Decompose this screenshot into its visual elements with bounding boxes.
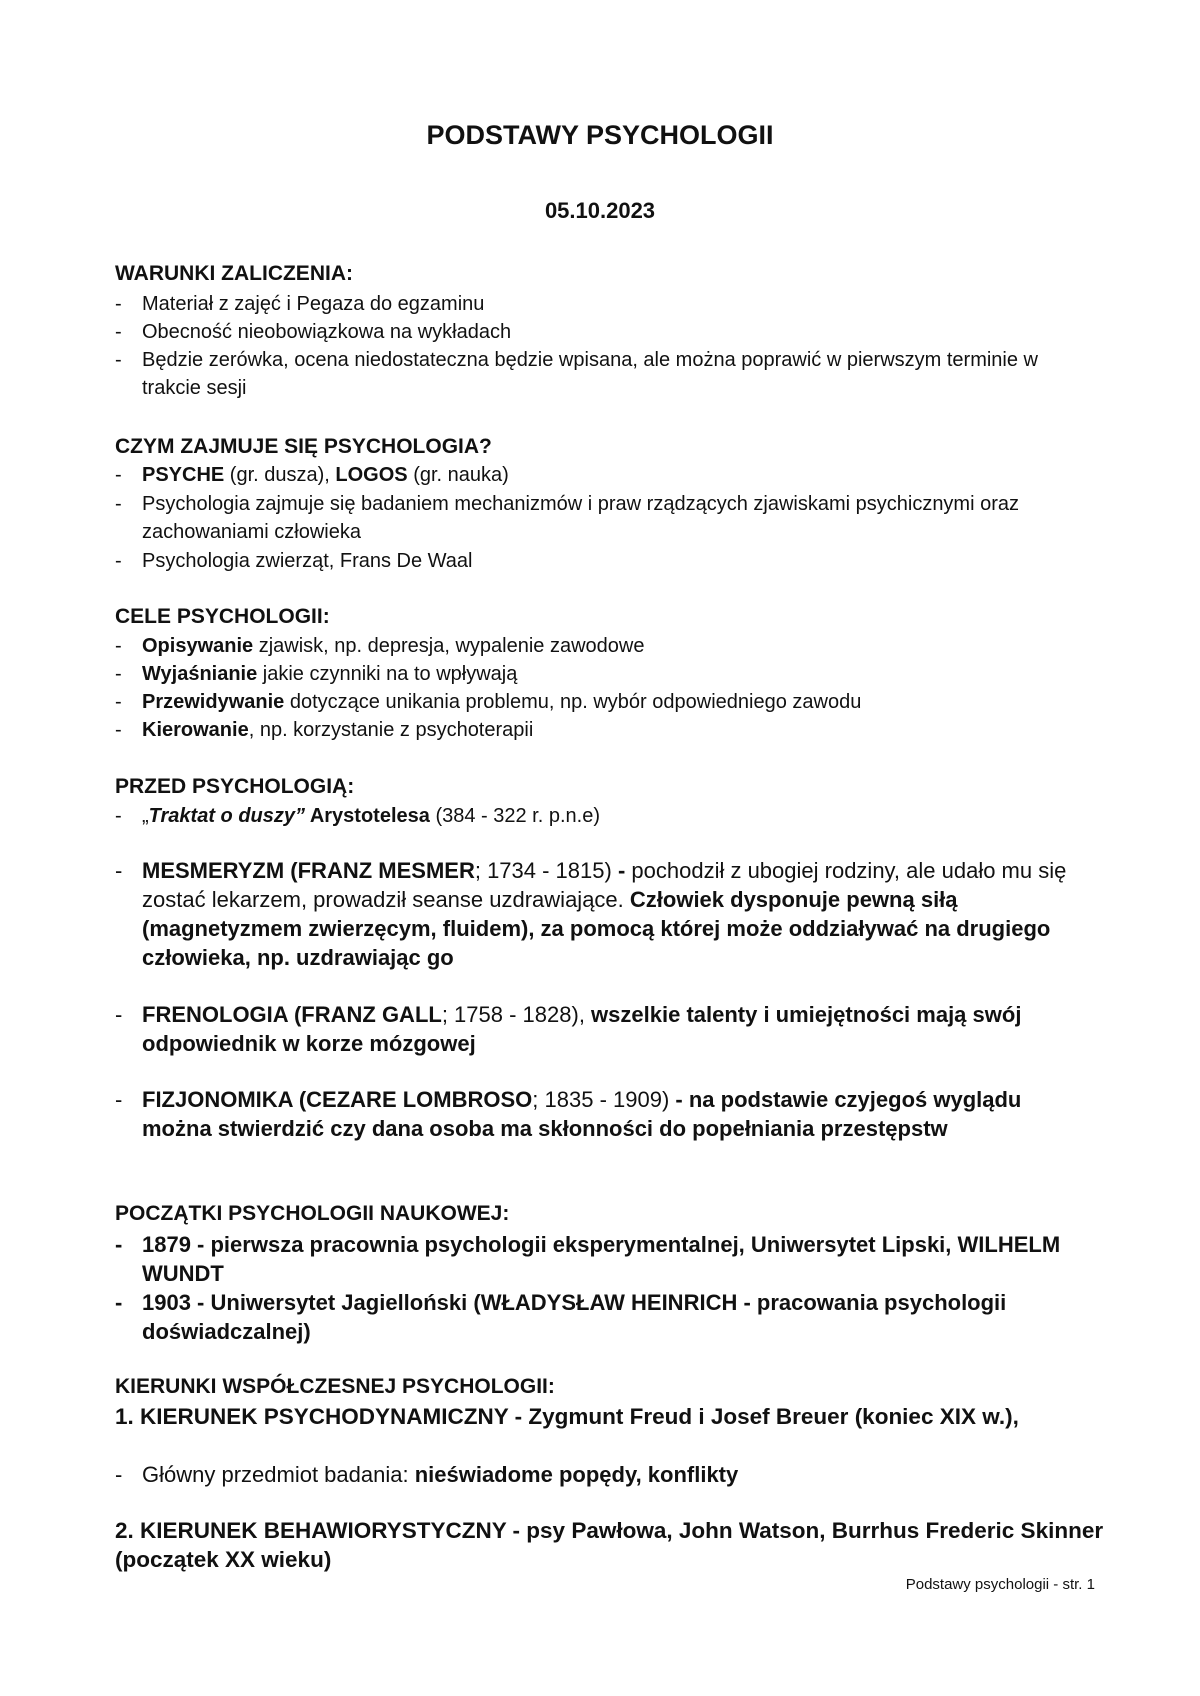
dash: - [115, 719, 122, 741]
list-item-text: 1879 - pierwsza pracownia psychologii eksperymentalnej, Uniwersytet Lipski, WILHELM WUNDT [142, 1232, 1061, 1286]
term: Kierowanie [142, 719, 249, 741]
list-item-text: Materiał z zajęć i Pegaza do egzaminu [142, 293, 485, 315]
list-item [115, 1000, 1095, 1058]
dash: - [115, 464, 122, 486]
list-item [115, 717, 1095, 745]
section-heading-kierunki: KIERUNKI WSPÓŁCZESNEJ PSYCHOLOGII: [115, 1375, 555, 1398]
list-item-text: Obecność nieobowiązkowa na wykładach [142, 321, 512, 343]
term: Przewidywanie [142, 691, 285, 713]
list-item [115, 319, 1095, 347]
term: MESMERYZM (FRANZ MESMER [142, 858, 475, 883]
dash: - [115, 1462, 123, 1487]
term: FRENOLOGIA (FRANZ GALL [142, 1002, 442, 1027]
text: ; 1758 - 1828), [441, 1002, 592, 1027]
list-item-text: 1903 - Uniwersytet Jagielloński (WŁADYSŁAW HEINRICH - pracowania psychologii doświadczalnej) [142, 1290, 1007, 1344]
text: ; 1835 - 1909) [532, 1087, 676, 1112]
dash: - [115, 663, 122, 685]
text: - na podstawie czyjegoś wyglądu można stwierdzić czy dana osoba ma skłonności do popełniania przestępstw [142, 1087, 1022, 1141]
direction-2: 2. KIERUNEK BEHAWIORYSTYCZNY - psy Pawłowa, John Watson, Burrhus Frederic Skinner (początek XX wieku) [115, 1518, 1104, 1572]
text: - [617, 858, 626, 883]
dash: - [115, 1290, 123, 1315]
section-heading-cele: CELE PSYCHOLOGII: [115, 605, 330, 628]
work-title: Traktat o duszy” [148, 805, 306, 827]
list-item-text: Psychologia zajmuje się badaniem mechanizmów i praw rządzących zjawiskami psychicznymi oraz zachowaniami człowieka [142, 493, 1020, 543]
list-item [115, 347, 1095, 402]
list-item [115, 1230, 1095, 1288]
text: Człowiek dysponuje pewną siłą (magnetyzmem zwierzęcym, fluidem), za pomocą której może oddziaływać na drugiego człowieka, np. uzdrawiając go [142, 887, 1051, 970]
text: , np. korzystanie z psychoterapii [248, 719, 534, 741]
dash: - [115, 1002, 123, 1027]
text: nieświadome popędy, konflikty [414, 1462, 739, 1487]
author: Arystotelesa [305, 805, 430, 827]
text: pochodził z ubogiej rodziny, ale udało mu się zostać lekarzem, prowadził seanse uzdrawiające. [142, 858, 1067, 912]
list-item [115, 856, 1095, 972]
section-heading-czym: CZYM ZAJMUJE SIĘ PSYCHOLOGIA? [115, 435, 492, 458]
page-footer: Podstawy psychologii - str. 1 [905, 1576, 1095, 1593]
dash: - [115, 1232, 123, 1257]
list-item [115, 491, 1095, 546]
quote-mark: „ [142, 805, 149, 827]
text: jakie czynniki na to wpływają [257, 663, 518, 685]
dash: - [115, 805, 122, 827]
term: Wyjaśnianie [142, 663, 258, 685]
dash: - [115, 349, 122, 371]
direction-1: 1. KIERUNEK PSYCHODYNAMICZNY - Zygmunt Freud i Josef Breuer (koniec XIX w.), [115, 1404, 1019, 1429]
text: (gr. dusza), [224, 464, 336, 486]
list-item [115, 803, 1095, 831]
document-date: 05.10.2023 [544, 198, 656, 223]
text: wszelkie talenty i umiejętności mają swój odpowiednik w korze mózgowej [142, 1002, 1022, 1056]
document-title: PODSTAWY PSYCHOLOGII [426, 120, 774, 150]
list-item [115, 548, 1095, 576]
text: (gr. nauka) [407, 464, 509, 486]
dash: - [115, 691, 122, 713]
list-item [115, 633, 1095, 661]
text: (384 - 322 r. p.n.e) [429, 805, 600, 827]
dash: - [115, 635, 122, 657]
text: Główny przedmiot badania: [142, 1462, 415, 1487]
list-item [115, 1460, 1095, 1489]
term-psyche: PSYCHE [142, 464, 225, 486]
section-heading-poczatki: POCZĄTKI PSYCHOLOGII NAUKOWEJ: [115, 1202, 510, 1225]
term-logos: LOGOS [335, 464, 408, 486]
text: ; 1734 - 1815) [474, 858, 618, 883]
list-item [115, 1288, 1095, 1346]
list-item-text: Będzie zerówka, ocena niedostateczna będzie wpisana, ale można poprawić w pierwszym terminie w trakcie sesji [142, 349, 1038, 399]
section-heading-przed: PRZED PSYCHOLOGIĄ: [115, 775, 355, 798]
list-item [115, 1085, 1095, 1143]
dash: - [115, 493, 122, 515]
dash: - [115, 858, 123, 883]
list-item [115, 689, 1095, 717]
term: Opisywanie [142, 635, 254, 657]
term: FIZJONOMIKA (CEZARE LOMBROSO [142, 1087, 533, 1112]
list-item [115, 462, 1095, 490]
dash: - [115, 293, 122, 315]
list-item [115, 291, 1095, 319]
text: zjawisk, np. depresja, wypalenie zawodowe [253, 635, 645, 657]
text: dotyczące unikania problemu, np. wybór odpowiedniego zawodu [284, 691, 862, 713]
section-heading-warunki: WARUNKI ZALICZENIA: [115, 262, 353, 285]
dash: - [115, 321, 122, 343]
dash: - [115, 550, 122, 572]
list-item [115, 661, 1095, 689]
list-item-text: Psychologia zwierząt, Frans De Waal [142, 550, 473, 572]
dash: - [115, 1087, 123, 1112]
